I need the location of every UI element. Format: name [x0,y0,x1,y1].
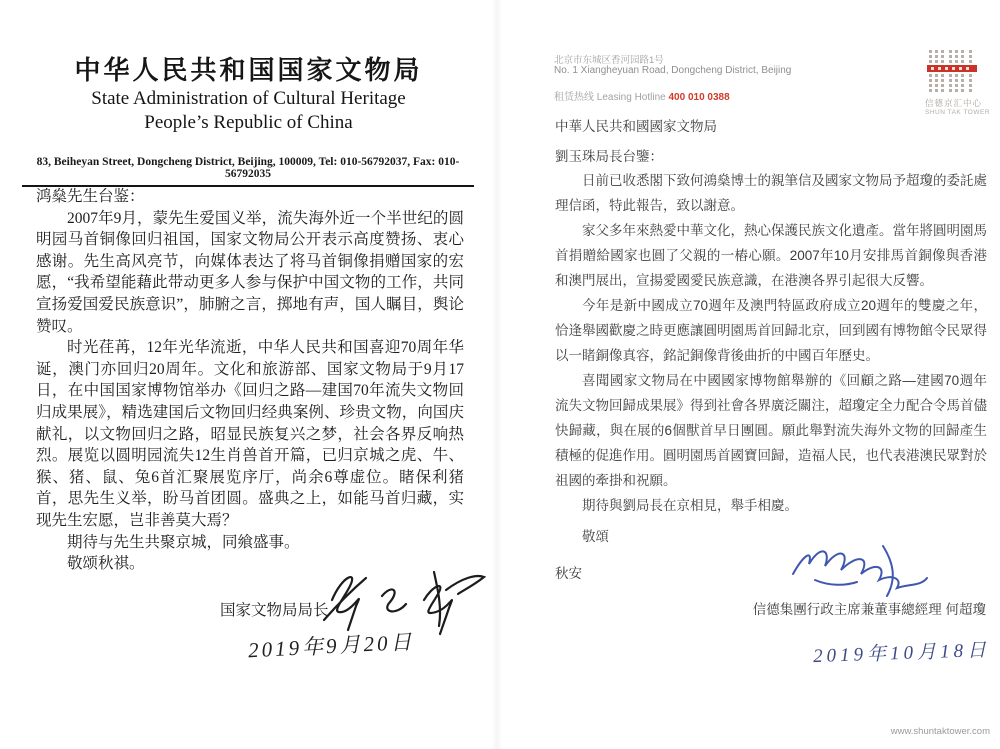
logo-square [969,79,972,82]
logo-square [949,50,952,53]
logo-band-square [952,67,955,70]
logo-square [935,89,938,92]
logo-square [949,79,952,82]
shuntak-closing-salute: 秋安 [555,566,582,581]
shuntak-greeting: 劉玉珠局長台鑒： [555,149,663,164]
sach-address-line: 83, Beiheyan Street, Dongcheng District, Beijing, 100009, Tel: 010-56792037, Fax: 010-56792035 [22,156,474,187]
logo-square [949,60,952,63]
shuntak-address-en: No. 1 Xiangheyuan Road, Dongcheng District, Beijing [554,65,792,76]
shuntak-hotline [554,88,730,103]
logo-square [955,84,958,87]
page-seam [492,0,502,749]
logo-square [961,79,964,82]
logo-square [961,50,964,53]
logo-square [949,55,952,58]
logo-band-square [966,67,969,70]
sach-greeting: 鸿燊先生台鉴： [36,188,145,205]
sach-org-name-cn: 中华人民共和国国家文物局 [74,56,423,85]
logo-band-square [938,67,941,70]
logo-square [935,60,938,63]
logo-square [955,74,958,77]
logo-square [969,74,972,77]
logo-band-square [959,67,962,70]
shuntak-signer-line: 信德集團行政主席兼董事總經理 何超瓊 [752,602,986,617]
logo-square [949,89,952,92]
logo-square [969,55,972,58]
logo-square [935,55,938,58]
logo-square [955,79,958,82]
shun-tak-tower-logo [925,50,991,116]
logo-square [935,79,938,82]
logo-square [969,89,972,92]
logo-square [961,60,964,63]
shuntak-date-handwritten: 2019年10月18日 [812,639,991,668]
shuntak-letter-body [555,168,987,518]
logo-square [955,55,958,58]
logo-band-square [945,67,948,70]
shuntak-addressee: 中華人民共和國國家文物局 [555,119,717,134]
shuntak-paragraphs [555,168,987,518]
logo-square [969,50,972,53]
logo-name-cn: 信德京汇中心 [925,98,983,108]
logo-square [935,50,938,53]
logo-square [941,50,944,53]
logo-square [941,89,944,92]
shuntak-website: www.shuntaktower.com [890,726,990,737]
sach-date-handwritten: 2019年9月20日 [247,629,416,663]
shuntak-closing-word: 敬頌 [582,529,609,544]
logo-red-band [927,65,977,72]
letter-paragraph: 喜聞國家文物局在中國國家博物館舉辦的《回顧之路—建國70週年流失文物回歸成果展》得到社會各界廣泛關注，超瓊定全力配合令馬首儘快歸藏，與在展的6個獸首早日團圓。願此舉對流失海外文物的回歸產生積極的促進作用。圓明園馬首國寶回歸，造福人民，也代表港澳民眾對於祖國的牽掛和祝願。 [555,373,987,488]
logo-square [935,84,938,87]
letter-page-shun-tak [497,0,1000,749]
logo-square [969,60,972,63]
shuntak-address-cn: 北京市东城区香河园路1号 [554,55,664,66]
logo-square [949,74,952,77]
hotline-number: 400 010 0388 [668,92,730,103]
letter-paragraph: 2007年9月，蒙先生爱国义举，流失海外近一个半世纪的圆明园马首铜像回归祖国，国家文物局公开表示高度赞扬、衷心感谢。先生高风亮节，向媒体表达了将马首铜像捐赠国家的宏愿，“我希望能藉此带动更多人参与保护中国文物的工作，共同宣扬爱国爱民族意识”，肺腑之言，掷地有声，国人瞩目，舆论赞叹。 [36,209,464,335]
logo-square [929,74,932,77]
sach-paragraphs [36,208,464,575]
letter-page-sach [0,0,497,749]
logo-square [961,84,964,87]
logo-square [929,84,932,87]
logo-square [955,50,958,53]
logo-square [955,60,958,63]
signature-ho-chiu-king [785,528,935,598]
sach-signer-title: 国家文物局局长 [220,602,329,619]
letter-paragraph: 时光荏苒，12年光华流逝，中华人民共和国喜迎70周年华诞，澳门亦回归20周年。文化和旅游部、国家文物局于9月17日，在中国国家博物馆举办《回归之路—建国70年流失文物回归成果展》，精选建国后文物回归经典案例、珍贵文物，向国庆献礼，以文物回归之路，昭显民族复兴之梦，社会各界反响热烈。展览以圆明园流失12生肖兽首开篇，已归京城之虎、牛、猴、猪、鼠、兔6首汇聚展览序厅，尚余6尊虚位。睹保利猪首，思先生义举，盼马首团圆。盛典之上，如能马首归藏，实现先生宏愿，岂非善莫大焉？ [36,339,464,529]
hotline-label: 租赁热线 Leasing Hotline [554,92,666,103]
logo-square [935,74,938,77]
letter-paragraph: 期待与先生共聚京城，同飨盛事。 [67,533,300,551]
logo-square [941,55,944,58]
logo-square [941,84,944,87]
sach-letter-body [36,186,464,575]
logo-grid-icon [929,50,975,94]
letter-paragraph: 家父多年來熱愛中華文化，熱心保護民族文化遺產。當年將圓明園馬首捐贈給國家也圓了父親的一樁心願。2007年10月安排馬首銅像與香港和澳門展出，宣揚愛國愛民族意識，在港澳各界引起很大反響。 [555,223,987,288]
logo-square [949,84,952,87]
logo-square [961,89,964,92]
sach-org-name-en-2: People’s Republic of China [144,112,353,133]
logo-square [929,60,932,63]
letter-paragraph: 期待與劉局長在京相見，舉手相慶。 [582,498,798,513]
logo-square [929,50,932,53]
logo-band-square [931,67,934,70]
letter-paragraph: 敬颂秋祺。 [67,555,145,573]
logo-square [929,55,932,58]
letter-paragraph: 今年是新中國成立70週年及澳門特區政府成立20週年的雙慶之年，恰逢舉國歡慶之時更應讓圓明園馬首回歸北京，回到國有博物館令民眾得以一睹銅像真容，銘記銅像背後曲折的中國百年歷史。 [555,298,987,363]
logo-square [941,74,944,77]
logo-square [929,79,932,82]
logo-square [941,60,944,63]
logo-square [961,55,964,58]
logo-name-en: SHUN TAK TOWER [925,109,991,116]
logo-square [969,84,972,87]
logo-square [941,79,944,82]
logo-square [955,89,958,92]
letter-paragraph: 日前已收悉閣下致何鴻燊博士的親筆信及國家文物局予超瓊的委託處理信函，特此報告，致以謝意。 [555,173,987,213]
logo-square [929,89,932,92]
sach-org-name-en-1: State Administration of Cultural Heritage [91,88,406,109]
logo-square [961,74,964,77]
